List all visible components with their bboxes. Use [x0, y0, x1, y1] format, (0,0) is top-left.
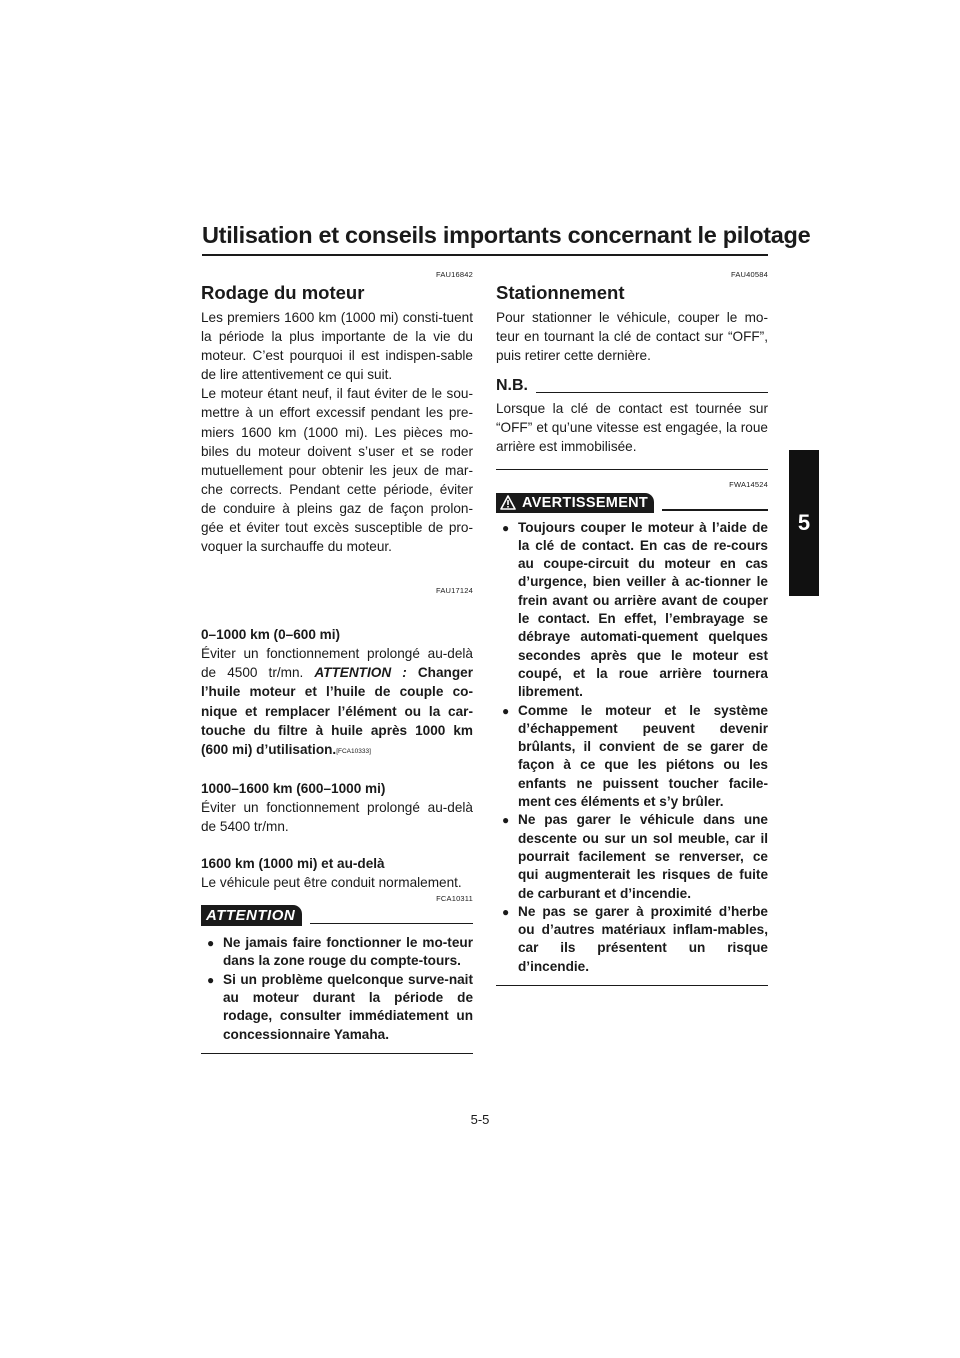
header-rule — [536, 392, 768, 394]
warning-end-rule — [496, 985, 768, 987]
paragraph: Le moteur étant neuf, il faut éviter de le sou-mettre à un effort excessif pendant les pre-miers 1600 km (1000 mi). Les pièces mo-biles du moteur doivent s’user et se roder mutuellement pour obtenir les jeux de mar-che corrects. Pendant cette période, éviter de conduire à pleins gaz de façon prolon-gée et éviter tout excès susceptible de pro-voquer la surchauffe du moteur. — [201, 386, 473, 555]
attention-label: ATTENTION — [201, 905, 302, 926]
subheading: 1000–1600 km (600–1000 mi) — [201, 780, 386, 796]
list-item — [496, 519, 768, 702]
list-item-text: Comme le moteur et le système d’échappement peuvent devenir brûlants, il convient de se garer de façon à ce que les piétons ou les enfants ne puissent toucher facile-ment ces éléments et s’y brûler. — [518, 702, 768, 810]
left-column — [201, 270, 473, 1054]
bullet-icon: ● — [502, 703, 510, 718]
list-item — [496, 811, 768, 902]
nb-end-rule — [496, 469, 768, 470]
subheading: 1600 km (1000 mi) et au-delà — [201, 855, 385, 871]
section-heading-rodage: Rodage du moteur — [201, 282, 365, 303]
attention-end-rule — [201, 1053, 473, 1055]
section-code: FCA10311 — [436, 894, 473, 904]
header-rule — [310, 923, 473, 925]
warning-label-text: AVERTISSEMENT — [522, 494, 649, 511]
list-item — [201, 971, 473, 1044]
section-code: FWA14524 — [729, 479, 768, 489]
list-item-text: Ne jamais faire fonctionner le mo-teur dans la zone rouge du compte-tours. — [223, 935, 473, 969]
list-item — [496, 702, 768, 812]
section-code: FAU17124 — [435, 586, 473, 596]
list-item-text: Si un problème quelconque surve-nait au moteur durant la période de rodage, consulter immédiatement un concessionnaire Yamaha. — [223, 971, 473, 1042]
paragraph: Les premiers 1600 km (1000 mi) consti-tuent la période la plus importante de la vie du moteur. C’est pourquoi il est indispen-sable de lire attentivement ce qui suit. — [201, 310, 473, 383]
bullet-icon: ● — [502, 813, 510, 828]
section-code: FAU16842 — [435, 270, 473, 279]
bullet-icon: ● — [207, 972, 215, 987]
list-item — [201, 934, 473, 971]
bullet-icon: ● — [207, 936, 215, 951]
chapter-tab: 5 — [789, 450, 819, 596]
right-column — [496, 270, 768, 986]
paragraph: Éviter un fonctionnement prolongé au-delà de 5400 tr/mn. — [201, 799, 473, 834]
page-title: Utilisation et conseils importants concernant le pilotage — [202, 222, 811, 248]
bullet-icon: ● — [502, 520, 510, 535]
header-rule — [662, 509, 768, 511]
nb-label: N.B. — [496, 377, 528, 395]
section-code: FAU40584 — [730, 270, 768, 279]
paragraph: Pour stationner le véhicule, couper le mo-teur en tournant la clé de contact sur “OFF”, puis retirer cette dernière. — [496, 310, 768, 364]
warning-list — [496, 519, 768, 976]
warning-header — [496, 493, 768, 513]
list-item-text: Ne pas garer le véhicule dans une descente ou sur un sol meuble, car il pourrait facilement se renverser, ce qui augmenterait les risques de fuite de carburant et d’incendie. — [518, 812, 768, 901]
attention-inline-text: Changer l’huile moteur et l’huile de couple co-nique et remplacer l’élément ou la car-touche du filtre à huile après 1000 km (600 mi) d’utilisation. — [201, 665, 473, 757]
reference-code: [FCA10333] — [336, 747, 371, 755]
page-number: 5-5 — [470, 1112, 490, 1127]
title-divider — [202, 254, 768, 256]
list-item-text: Ne pas se garer à proximité d’herbe ou d’autres matériaux inflam-mables, car ils présentent un risque d’incendie. — [518, 903, 768, 974]
attention-header — [201, 905, 473, 926]
paragraph: Le véhicule peut être conduit normalement. — [201, 874, 462, 890]
section-heading-stationnement: Stationnement — [496, 282, 625, 303]
paragraph: Lorsque la clé de contact est tournée sur “OFF” et qu’une vitesse est engagée, la roue arrière est immobilisée. — [496, 401, 768, 455]
bullet-icon: ● — [502, 904, 510, 919]
attention-list — [201, 934, 473, 1044]
nb-header — [496, 377, 768, 395]
warning-label — [496, 493, 654, 513]
attention-inline-label: ATTENTION : — [314, 665, 407, 681]
subheading: 0–1000 km (0–600 mi) — [201, 627, 341, 643]
paragraph — [201, 644, 473, 761]
list-item — [496, 903, 768, 976]
list-item-text: Toujours couper le moteur à l’aide de la clé de contact. En cas de re-cours au coupe-circuit du moteur en cas d’urgence, bien veiller à ac-tionner le frein avant ou arrière avant de couper le contact. En effet, l’embrayage se débraye automati-quement quelques secondes après que le moteur est coupé, et la roue arrière tournera librement. — [518, 519, 768, 700]
warning-triangle-icon — [500, 495, 516, 510]
paragraph-text: Éviter un fonctionnement prolongé au-delà de 4500 tr/mn. — [201, 646, 473, 681]
